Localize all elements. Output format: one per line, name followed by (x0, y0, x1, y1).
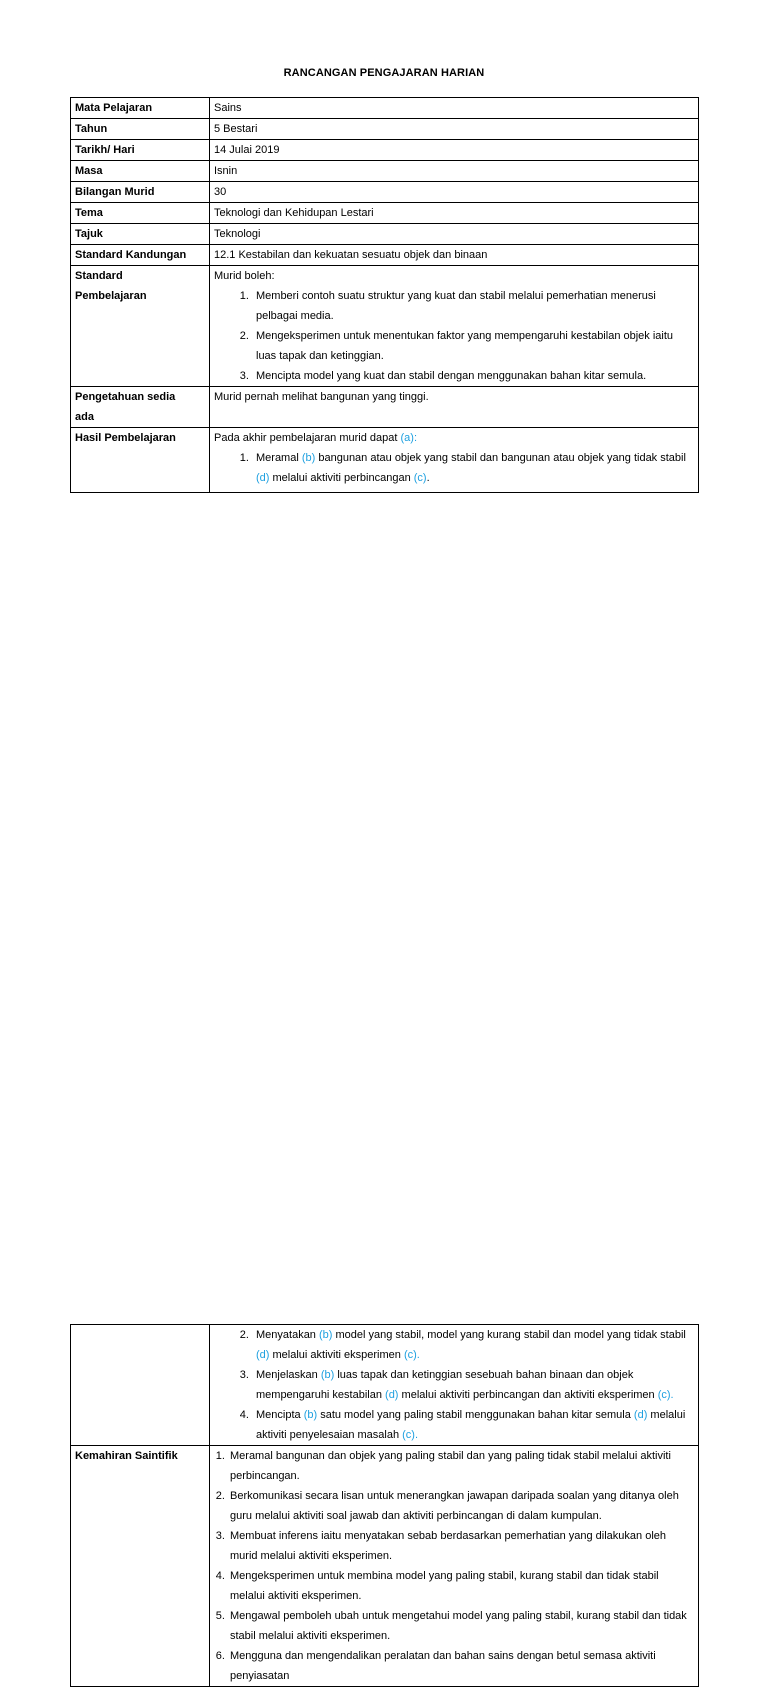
row-standard-pembelajaran (71, 266, 699, 387)
value-tema: Teknologi dan Kehidupan Lestari (210, 203, 699, 224)
list-item: 4. Mengeksperimen untuk membina model yang paling stabil, kurang stabil dan tidak stabil melalui aktiviti eksperimen. (228, 1566, 694, 1606)
label-standard-pembelajaran-line-2: Pembelajaran (75, 290, 147, 302)
label-pengetahuan-line-1: Pengetahuan sedia (75, 391, 176, 403)
hasil-item-text: Mencipta (256, 1409, 304, 1421)
list-item: 2. Mengeksperimen untuk menentukan faktor yang mempengaruhi kestabilan objek iaitu luas tapak dan ketinggian. (252, 326, 694, 366)
hasil-item-text: luas tapak dan ketinggian sesebuah bahan binaan dan objek mempengaruhi kestabilan (256, 1369, 634, 1401)
list-item: 2. Berkomunikasi secara lisan untuk menerangkan jawapan daripada soalan yang ditanya oleh guru melalui aktiviti soal jawab dan aktiviti perbincangan di dalam kumpulan. (228, 1486, 694, 1526)
label-standard-pembelajaran-line-1: Standard (75, 270, 123, 282)
value-hasil-pembelajaran (210, 428, 699, 493)
hasil-list (214, 448, 694, 488)
label-tema: Tema (71, 203, 210, 224)
hasil-tag-d: (d) (385, 1389, 399, 1401)
label-pengetahuan-sedia-ada (71, 387, 210, 428)
hasil-item-text: Menyatakan (256, 1329, 319, 1341)
list-item: 1. Memberi contoh suatu struktur yang kuat dan stabil melalui pemerhatian menerusi pelbagai media. (252, 286, 694, 326)
hasil-list-continued (214, 1325, 694, 1445)
label-empty (71, 1325, 210, 1446)
value-tarikh: 14 Julai 2019 (210, 140, 699, 161)
page-2-region (0, 662, 768, 1682)
value-tahun: 5 Bestari (210, 119, 699, 140)
label-pengetahuan-line-2: ada (75, 411, 94, 423)
standard-pembelajaran-intro: Murid boleh: (214, 270, 275, 282)
row-tahun (71, 119, 699, 140)
hasil-item-text: bangunan atau objek yang stabil dan bangunan atau objek yang tidak stabil (315, 452, 686, 464)
hasil-tag-b: (b) (301, 452, 316, 464)
hasil-intro (214, 428, 694, 448)
value-masa: Isnin (210, 161, 699, 182)
list-item (252, 1365, 694, 1405)
value-mata-pelajaran: Sains (210, 98, 699, 119)
hasil-tag-d: (d) (256, 472, 270, 484)
lesson-plan-table-page-2 (70, 1324, 699, 1687)
row-tajuk (71, 224, 699, 245)
list-item: 3. Mencipta model yang kuat dan stabil dengan menggunakan bahan kitar semula. (252, 366, 694, 386)
value-standard-kandungan: 12.1 Kestabilan dan kekuatan sesuatu objek dan binaan (210, 245, 699, 266)
value-pengetahuan-sedia-ada: Murid pernah melihat bangunan yang tinggi. (210, 387, 699, 428)
lesson-plan-table-page-1 (70, 97, 699, 493)
hasil-tag-d: (d) (256, 1349, 270, 1361)
hasil-item-text: Menjelaskan (256, 1369, 321, 1381)
hasil-tag-b: (b) (318, 1329, 333, 1341)
value-bilangan-murid: 30 (210, 182, 699, 203)
label-standard-kandungan: Standard Kandungan (71, 245, 210, 266)
label-masa: Masa (71, 161, 210, 182)
hasil-item-text: melalui aktiviti perbincangan (269, 472, 414, 484)
row-hasil-pembelajaran (71, 428, 699, 493)
list-item (252, 1405, 694, 1445)
hasil-item-text: . (426, 472, 430, 484)
label-mata-pelajaran: Mata Pelajaran (71, 98, 210, 119)
standard-pembelajaran-list (214, 286, 694, 386)
hasil-item-text: satu model yang paling stabil menggunakan bahan kitar semula (317, 1409, 634, 1421)
kemahiran-list (214, 1446, 694, 1686)
hasil-tag-c: (c). (657, 1389, 674, 1401)
label-bilangan-murid: Bilangan Murid (71, 182, 210, 203)
row-hasil-pembelajaran-continued (71, 1325, 699, 1446)
row-standard-kandungan (71, 245, 699, 266)
hasil-item-text: Meramal (256, 452, 302, 464)
value-tajuk: Teknologi (210, 224, 699, 245)
label-tarikh: Tarikh/ Hari (71, 140, 210, 161)
list-item: 5. Mengawal pemboleh ubah untuk mengetahui model yang paling stabil, kurang stabil dan tidak stabil melalui aktiviti eksperimen. (228, 1606, 694, 1646)
value-kemahiran-saintifik (210, 1446, 699, 1687)
label-standard-pembelajaran (71, 266, 210, 387)
list-item (252, 1325, 694, 1365)
list-item: 6. Mengguna dan mengendalikan peralatan dan bahan sains dengan betul semasa aktiviti penyiasatan (228, 1646, 694, 1686)
document-title: RANCANGAN PENGAJARAN HARIAN (283, 67, 485, 79)
hasil-item-text: melalui aktiviti penyelesaian masalah (256, 1409, 686, 1441)
row-tarikh (71, 140, 699, 161)
hasil-intro-tag: (a): (400, 432, 418, 444)
label-hasil-pembelajaran: Hasil Pembelajaran (71, 428, 210, 493)
label-tajuk: Tajuk (71, 224, 210, 245)
list-item: 1. Meramal bangunan dan objek yang paling stabil dan yang paling tidak stabil melalui aktiviti perbincangan. (228, 1446, 694, 1486)
label-tahun: Tahun (71, 119, 210, 140)
hasil-intro-text: Pada akhir pembelajaran murid dapat (214, 432, 398, 444)
hasil-tag-b: (b) (303, 1409, 318, 1421)
row-kemahiran-saintifik (71, 1446, 699, 1687)
list-item: 3. Membuat inferens iaitu menyatakan sebab berdasarkan pemerhatian yang dilakukan oleh murid melalui aktiviti eksperimen. (228, 1526, 694, 1566)
label-kemahiran-saintifik: Kemahiran Saintifik (71, 1446, 210, 1687)
hasil-item-text: melalui aktiviti perbincangan dan aktiviti eksperimen (398, 1389, 658, 1401)
row-masa (71, 161, 699, 182)
hasil-tag-d: (d) (633, 1409, 648, 1421)
row-bilangan-murid (71, 182, 699, 203)
hasil-tag-c: (c). (402, 1429, 419, 1441)
hasil-tag-c: (c) (413, 472, 427, 484)
row-pengetahuan-sedia-ada (71, 387, 699, 428)
list-item (252, 448, 694, 488)
hasil-tag-c: (c). (403, 1349, 420, 1361)
hasil-item-text: melalui aktiviti eksperimen (269, 1349, 404, 1361)
row-tema (71, 203, 699, 224)
value-standard-pembelajaran (210, 266, 699, 387)
hasil-tag-b: (b) (320, 1369, 335, 1381)
hasil-item-text: model yang stabil, model yang kurang stabil dan model yang tidak stabil (332, 1329, 686, 1341)
value-hasil-continued (210, 1325, 699, 1446)
row-mata-pelajaran (71, 98, 699, 119)
